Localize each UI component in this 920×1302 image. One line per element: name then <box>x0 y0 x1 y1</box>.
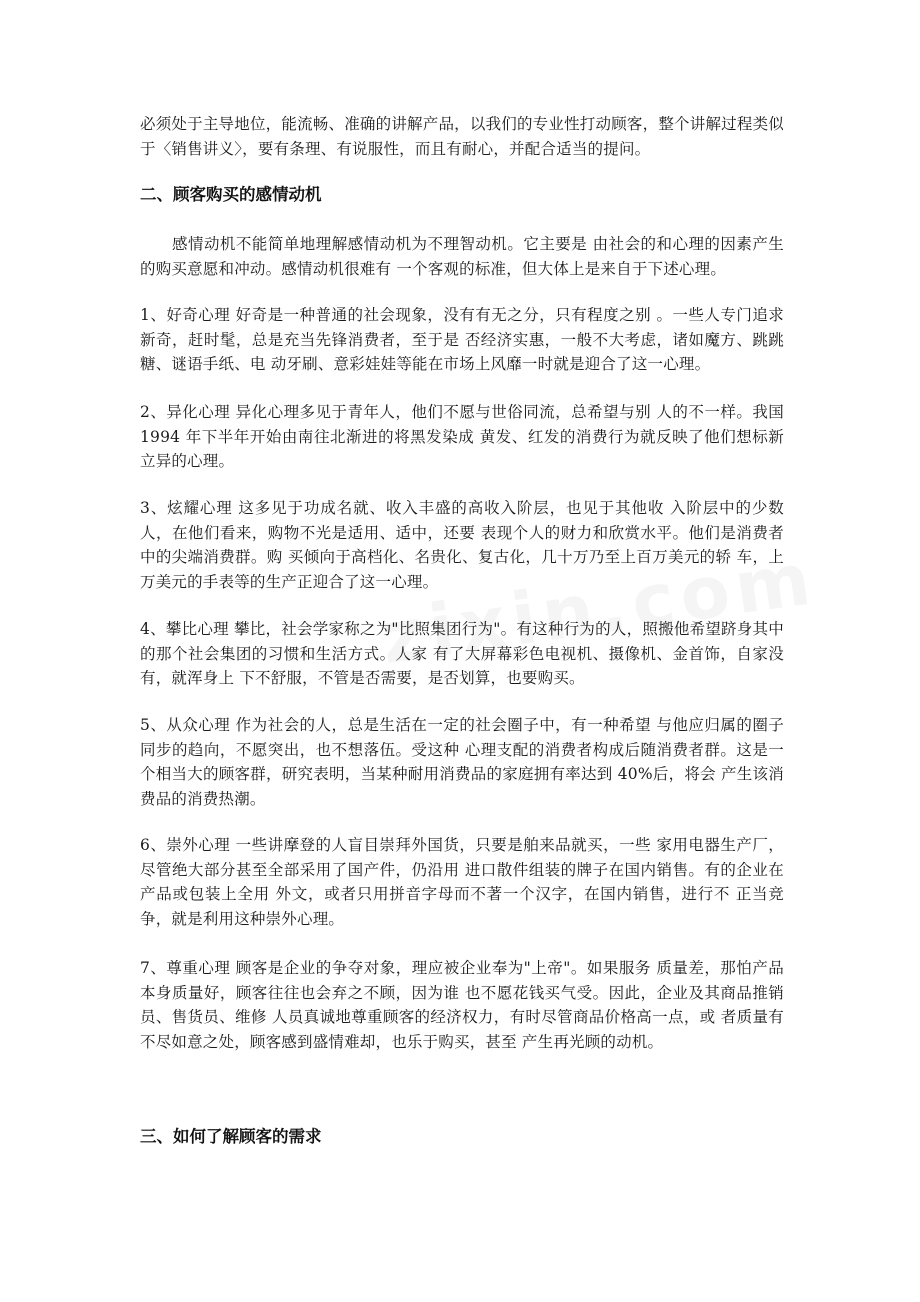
paragraph-foreign-worship: 6、崇外心理 一些讲摩登的人盲目崇拜外国货，只要是舶来品就买，一些 家用电器生产厂，尽管绝大部分甚至全部采用了国产件，仍沿用 进口散件组装的牌子在国内销售。有的企业在产品或包装上全用 外文，或者只用拼音字母而不著一个汉字，在国内销售，进行不 正当竞争，就是利用这种崇外心理。 <box>140 836 784 928</box>
paragraph-curiosity: 1、好奇心理 好奇是一种普通的社会现象，没有有无之分，只有程度之别 。一些人专门追求新奇，赶时髦，总是充当先锋消费者，至于是 否经济实惠，一般不大考虑，诸如魔方、跳跳糖、谜语手纸、电 动牙刷、意彩娃娃等能在市场上风靡一时就是迎合了这一心理。 <box>140 306 784 373</box>
section-heading-emotional-motives: 二、顾客购买的感情动机 <box>140 185 322 204</box>
paragraph-comparison: 4、攀比心理 攀比，社会学家称之为"比照集团行为"。有这种行为的人，照搬他希望跻身其中的那个社会集团的习惯和生活方式。人家 有了大屏幕彩色电视机、摄像机、金首饰，自家没有，就浑身上 下不舒服，不管是否需要，是否划算，也要购买。 <box>140 620 784 687</box>
section-heading-customer-needs: 三、如何了解顾客的需求 <box>140 1127 322 1146</box>
intro-paragraph: 必须处于主导地位，能流畅、准确的讲解产品，以我们的专业性打动顾客，整个讲解过程类似于〈销售讲义〉，要有条理、有说服性，而且有耐心，并配合适当的提问。 <box>140 115 784 158</box>
paragraph-alienation: 2、异化心理 异化心理多见于青年人，他们不愿与世俗同流，总希望与别 人的不一样。我国 1994 年下半年开始由南往北渐进的将黑发染成 黄发、红发的消费行为就反映了他们想标新立异的心理。 <box>140 403 784 470</box>
section-intro-paragraph: 感情动机不能简单地理解感情动机为不理智动机。它主要是 由社会的和心理的因素产生的购买意愿和冲动。感情动机很难有 一个客观的标准，但大体上是来自于下述心理。 <box>140 235 784 278</box>
paragraph-showing-off: 3、炫耀心理 这多见于功成名就、收入丰盛的高收入阶层，也见于其他收 入阶层中的少数人，在他们看来，购物不光是适用、适中，还要 表现个人的财力和欣赏水平。他们是消费者中的尖端消费群。购 买倾向于高档化、名贵化、复古化，几十万乃至上百万美元的轿 车，上万美元的手表等的生产正迎合了这一心理。 <box>140 499 784 591</box>
paragraph-conformity: 5、从众心理 作为社会的人，总是生活在一定的社会圈子中，有一种希望 与他应归属的圈子同步的趋向，不愿突出，也不想落伍。受这种 心理支配的消费者构成后随消费者群。这是一个相当大的顾客群，研究表明，当某种耐用消费品的家庭拥有率达到 40%后，将会 产生该消费品的消费热潮。 <box>140 716 784 808</box>
paragraph-respect: 7、尊重心理 顾客是企业的争夺对象，理应被企业奉为"上帝"。如果服务 质量差，那怕产品本身质量好，顾客往往也会弃之不顾，因为谁 也不愿花钱买气受。因此，企业及其商品推销员、售货员、维修 人员真诚地尊重顾客的经济权力，有时尽管商品价格高一点，或 者质量有不尽如意之处，顾客感到盛情难却，也乐于购买，甚至 产生再光顾的动机。 <box>140 959 784 1051</box>
